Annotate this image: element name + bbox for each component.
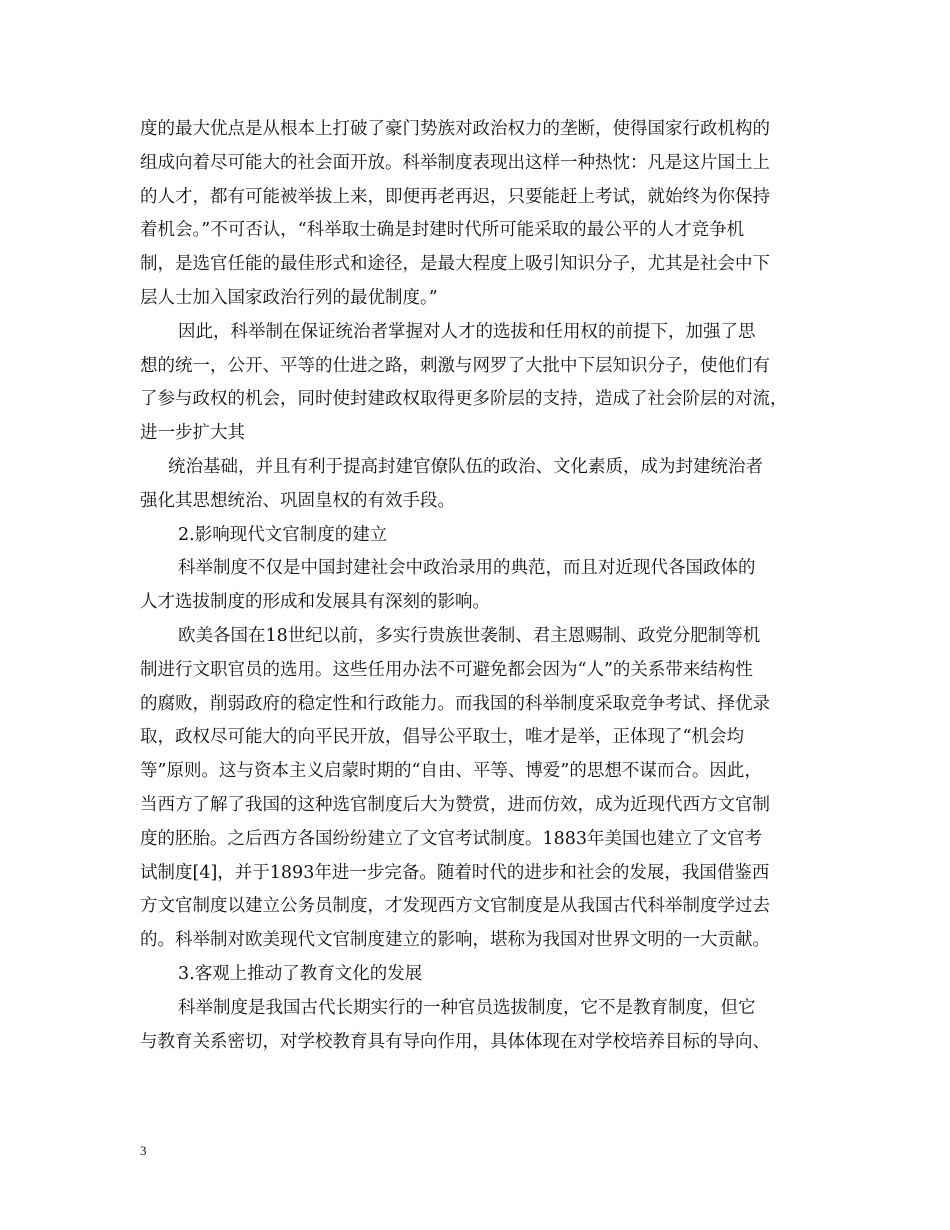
text-line: 取，政权尽可能大的向平民开放，倡导公平取士，唯才是举，正体现了“机会均	[140, 727, 744, 748]
page-number: 3	[140, 1143, 147, 1158]
text-line: 的腐败，削弱政府的稳定性和行政能力。而我国的科举制度采取竞争考试、择优录	[140, 693, 770, 714]
text-line: 制进行文职官员的选用。这些任用办法不可避免都会因为“人”的关系带来结构性	[140, 659, 753, 680]
text-line: 度的胚胎。之后西方各国纷纷建立了文官考试制度。1883年美国也建立了文官考	[140, 828, 763, 849]
text-line: 度的最大优点是从根本上打破了豪门势族对政治权力的垄断，使得国家行政机构的	[140, 119, 770, 139]
text-line: 的。科举制对欧美现代文官制度建立的影响，堪称为我国对世界文明的一大贡献。	[140, 930, 770, 951]
document-body	[140, 113, 820, 1059]
paragraph-start-line: 因此，科举制在保证统治者掌握对人才的选拔和任用权的前提下，加强了思	[178, 321, 756, 342]
paragraph-start-line: 统治基础，并且有利于提高封建官僚队伍的政治、文化素质，成为封建统治者	[168, 456, 763, 477]
text-line: 组成向着尽可能大的社会面开放。科举制度表现出这样一种热忱：凡是这片国土上	[140, 152, 770, 173]
text-line: 与教育关系密切，对学校教育具有导向作用，具体体现在对学校培养目标的导向、	[140, 1031, 770, 1052]
paragraph-start-line: 科举制度是我国古代长期实行的一种官员选拔制度，它不是教育制度，但它	[178, 997, 756, 1018]
text-line: 试制度[4]，并于1893年进一步完备。随着时代的进步和社会的发展，我国借鉴西	[140, 862, 770, 883]
paragraph-start-line: 科举制度不仅是中国封建社会中政治录用的典范，而且对近现代各国政体的	[178, 558, 756, 579]
text-line: 人才选拔制度的形成和发展具有深刻的影响。	[140, 592, 490, 613]
text-line: 强化其思想统治、巩固皇权的有效手段。	[140, 490, 455, 511]
section-heading: 2.影响现代文官制度的建立	[178, 524, 388, 545]
text-line: 方文官制度以建立公务员制度，才发现西方文官制度是从我国古代科举制度学过去	[140, 896, 770, 917]
text-line: 着机会。”不可否认，“科举取士确是封建时代所可能采取的最公平的人才竞争机	[140, 220, 745, 241]
text-line: 进一步扩大其	[140, 423, 245, 444]
section-heading: 3.客观上推动了教育文化的发展	[178, 963, 423, 984]
text-line: 了参与政权的机会，同时使封建政权取得更多阶层的支持，造成了社会阶层的对流，	[140, 389, 788, 410]
paragraph-start-line: 欧美各国在18世纪以前，多实行贵族世袭制、君主恩赐制、政党分肥制等机	[178, 625, 761, 646]
text-line: 的人才，都有可能被举拔上来，即便再老再迟，只要能赶上考试，就始终为你保持	[140, 186, 770, 207]
text-line: 制，是选官任能的最佳形式和途径，是最大程度上吸引知识分子，尤其是社会中下	[140, 254, 770, 275]
text-line: 当西方了解了我国的这种选官制度后大为赞赏，进而仿效，成为近现代西方文官制	[140, 794, 770, 815]
text-line: 想的统一，公开、平等的仕进之路，刺激与网罗了大批中下层知识分子，使他们有	[140, 355, 770, 376]
text-line: 层人士加入国家政治行列的最优制度。”	[140, 287, 438, 308]
text-line: 等”原则。这与资本主义启蒙时期的“自由、平等、博爱”的思想不谋而合。因此，	[140, 761, 762, 782]
